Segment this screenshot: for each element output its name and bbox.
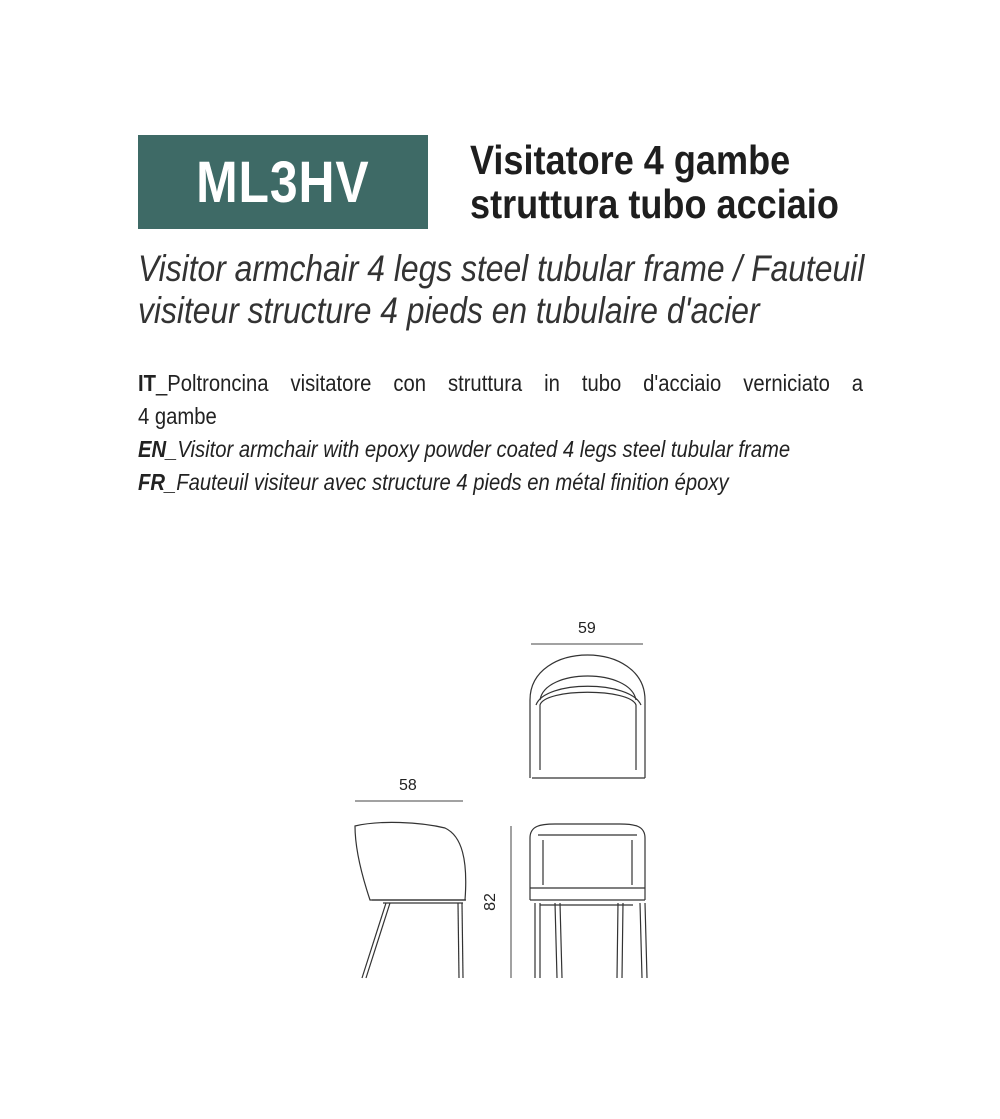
it-word: a xyxy=(851,370,864,396)
front-view-drawing xyxy=(530,824,647,978)
front-view-back-sides xyxy=(543,840,632,885)
en-prefix: EN xyxy=(138,436,167,462)
en-text: _Visitor armchair with epoxy powder coated 4 legs steel tubular frame xyxy=(166,436,791,462)
top-view-backrest-inner xyxy=(536,686,641,705)
front-view-seat xyxy=(530,888,645,900)
top-view-drawing xyxy=(530,644,645,778)
it-word: struttura xyxy=(447,370,523,396)
front-view-right-inner-leg xyxy=(617,903,623,978)
front-view-left-leg xyxy=(535,903,540,978)
product-code: ML3HV xyxy=(196,149,370,215)
it-first-word: _Poltroncina xyxy=(155,370,269,396)
front-view-left-inner-leg xyxy=(555,903,562,978)
it-word: in xyxy=(544,370,560,396)
side-view-back-leg-inner xyxy=(462,903,463,978)
title-line-1: Visitatore 4 gambe xyxy=(470,137,791,183)
top-view-seat xyxy=(540,692,636,770)
title-line-2: struttura tubo acciaio xyxy=(470,181,839,227)
side-view-front-leg-inner xyxy=(366,903,390,978)
it-word: d'acciaio xyxy=(643,370,722,396)
front-view-right-leg xyxy=(640,903,647,978)
top-view-outer xyxy=(530,655,645,778)
width-dimension-label: 59 xyxy=(578,620,596,637)
it-word: tubo xyxy=(581,370,622,396)
height-dimension-label: 82 xyxy=(481,893,499,911)
side-view-shell xyxy=(355,822,466,900)
description-it-line-2: 4 gambe xyxy=(138,403,217,429)
it-prefix: IT xyxy=(138,370,156,396)
fr-text: _Fauteuil visiteur avec structure 4 pieds en métal finition époxy xyxy=(164,469,729,495)
subtitle-line-1: Visitor armchair 4 legs steel tubular frame / Fauteuil xyxy=(138,248,865,289)
subtitle-line-2: visiteur structure 4 pieds en tubulaire d'acier xyxy=(138,290,760,331)
side-view-front-leg xyxy=(362,903,386,978)
it-word: con xyxy=(393,370,427,396)
fr-prefix: FR xyxy=(138,469,165,495)
it-word: verniciato xyxy=(743,370,830,396)
side-view-back-leg xyxy=(458,903,459,978)
depth-dimension-label: 58 xyxy=(399,777,417,794)
it-word: visitatore xyxy=(290,370,372,396)
side-view-drawing xyxy=(355,801,466,978)
